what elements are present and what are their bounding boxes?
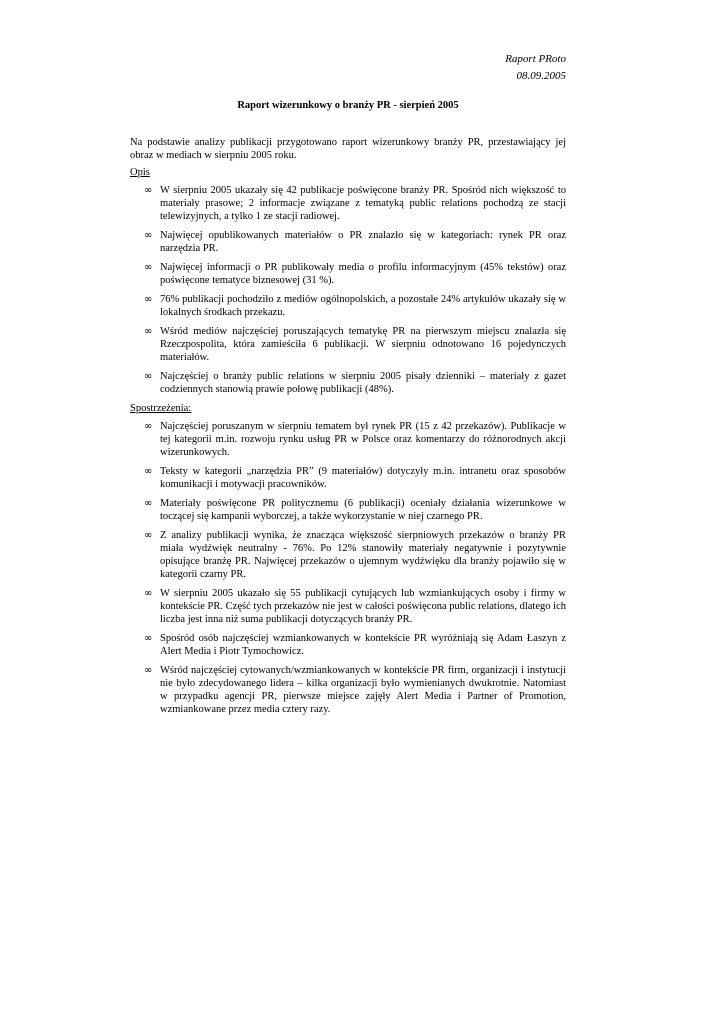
list-item-text: 76% publikacji pochodziło z mediów ogólnopolskich, a pozostałe 24% artykułów ukazały się w lokalnych środkach przekazu. [160,294,566,318]
list-item-text: Z analizy publikacji wynika, że znacząca większość sierpniowych przekazów o branży PR miała wydźwięk neutralny - 76%. Po 12% stanowiły materiały negatywnie i pozytywnie opisujące branżę PR. Najwięcej przekazów o ujemnym wydźwięku dla branży pojawiło się w kategorii czarny PR. [160,530,566,580]
list-item [130,370,566,396]
infinity-bullet-icon: ∞ [144,262,153,273]
infinity-bullet-icon: ∞ [144,588,153,599]
document-title: Raport wizerunkowy o branży PR - sierpień 2005 [237,100,459,111]
header-date: 08.09.2005 [516,70,566,82]
list-item-text: W sierpniu 2005 ukazało się 55 publikacji cytujących lub wzmiankujących osoby i firmy w kontekście PR. Część tych przekazów nie jest w całości poświęcona public relations, dlatego ich liczba jest inna niż suma publikacji dotyczących branży PR. [160,588,566,625]
list-item-text: Materiały poświęcone PR politycznemu (6 publikacji) oceniały działania wizerunkowe w toczącej się kampanii wyborczej, a także wykorzystanie w niej czarnego PR. [160,498,566,522]
document-body [130,136,566,722]
infinity-bullet-icon: ∞ [144,371,153,382]
list-item [130,529,566,581]
list-item [130,587,566,626]
infinity-bullet-icon: ∞ [144,498,153,509]
list-item-text: Najczęściej o branży public relations w sierpniu 2005 pisały dzienniki – materiały z gazet codziennych stanowią prawie połowę publikacji (48%). [160,371,566,395]
infinity-bullet-icon: ∞ [144,326,153,337]
infinity-bullet-icon: ∞ [144,230,153,241]
list-item [130,632,566,658]
bullet-list [130,420,566,716]
infinity-bullet-icon: ∞ [144,466,153,477]
infinity-bullet-icon: ∞ [144,633,153,644]
list-item-text: Wśród najczęściej cytowanych/wzmiankowanych w kontekście PR firm, organizacji i instytucji nie było zdecydowanego lidera – kilka organizacji było wymienianych dwukrotnie. Natomiast w przypadku agencji PR, pierwsze miejsce zajęły Alert Media i Partner of Promotion, wzmiankowane przez media cztery razy. [160,665,566,715]
section-opis [130,166,566,396]
header-company: Raport PRoto [505,53,566,65]
section-heading: Opis [130,167,150,178]
list-item-text: W sierpniu 2005 ukazały się 42 publikacje poświęcone branży PR. Spośród nich większość to materiały prasowe; 2 informacje związane z tematyką public relations pochodzą ze stacji telewizyjnych, a tylko 1 ze stacji radiowej. [160,185,566,222]
list-item [130,184,566,223]
list-item-text: Najwięcej informacji o PR publikowały media o profilu informacyjnym (45% tekstów) oraz poświęcone tematyce biznesowej (31 %). [160,262,566,286]
bullet-list [130,184,566,396]
list-item-text: Spośród osób najczęściej wzmiankowanych w kontekście PR wyróżniają się Adam Łaszyn z Alert Media i Piotr Tymochowicz. [160,633,566,657]
list-item [130,229,566,255]
list-item [130,293,566,319]
list-item [130,420,566,459]
list-item-text: Najczęściej poruszanym w sierpniu tematem był rynek PR (15 z 42 przekazów). Publikacje w tej kategorii m.in. rozwoju rynku usług PR w Polsce oraz komentarzy do różnorodnych akcji wizerunkowych. [160,421,566,458]
section-heading: Spostrzeżenia: [130,403,192,414]
infinity-bullet-icon: ∞ [144,665,153,676]
list-item [130,497,566,523]
infinity-bullet-icon: ∞ [144,421,153,432]
list-item [130,261,566,287]
list-item [130,465,566,491]
intro-paragraph: Na podstawie analizy publikacji przygotowano raport wizerunkowy branży PR, przestawiający jej obraz w mediach w sierpniu 2005 roku. [130,137,566,161]
list-item-text: Teksty w kategorii „narzędzia PR” (9 materiałów) dotyczyły m.in. intranetu oraz sposobów komunikacji i motywacji pracowników. [160,466,566,490]
list-item [130,325,566,364]
section-spostrzezenia [130,402,566,716]
infinity-bullet-icon: ∞ [144,294,153,305]
document-header [505,51,566,85]
list-item-text: Wśród mediów najczęściej poruszających tematykę PR na pierwszym miejscu znalazła się Rzeczpospolita, która zamieściła 6 publikacji. W sierpniu odnotowano 16 pojedynczych materiałów. [160,326,566,363]
list-item-text: Najwięcej opublikowanych materiałów o PR znalazło się w kategoriach: rynek PR oraz narzędzia PR. [160,230,566,254]
list-item [130,664,566,716]
infinity-bullet-icon: ∞ [144,185,153,196]
infinity-bullet-icon: ∞ [144,530,153,541]
